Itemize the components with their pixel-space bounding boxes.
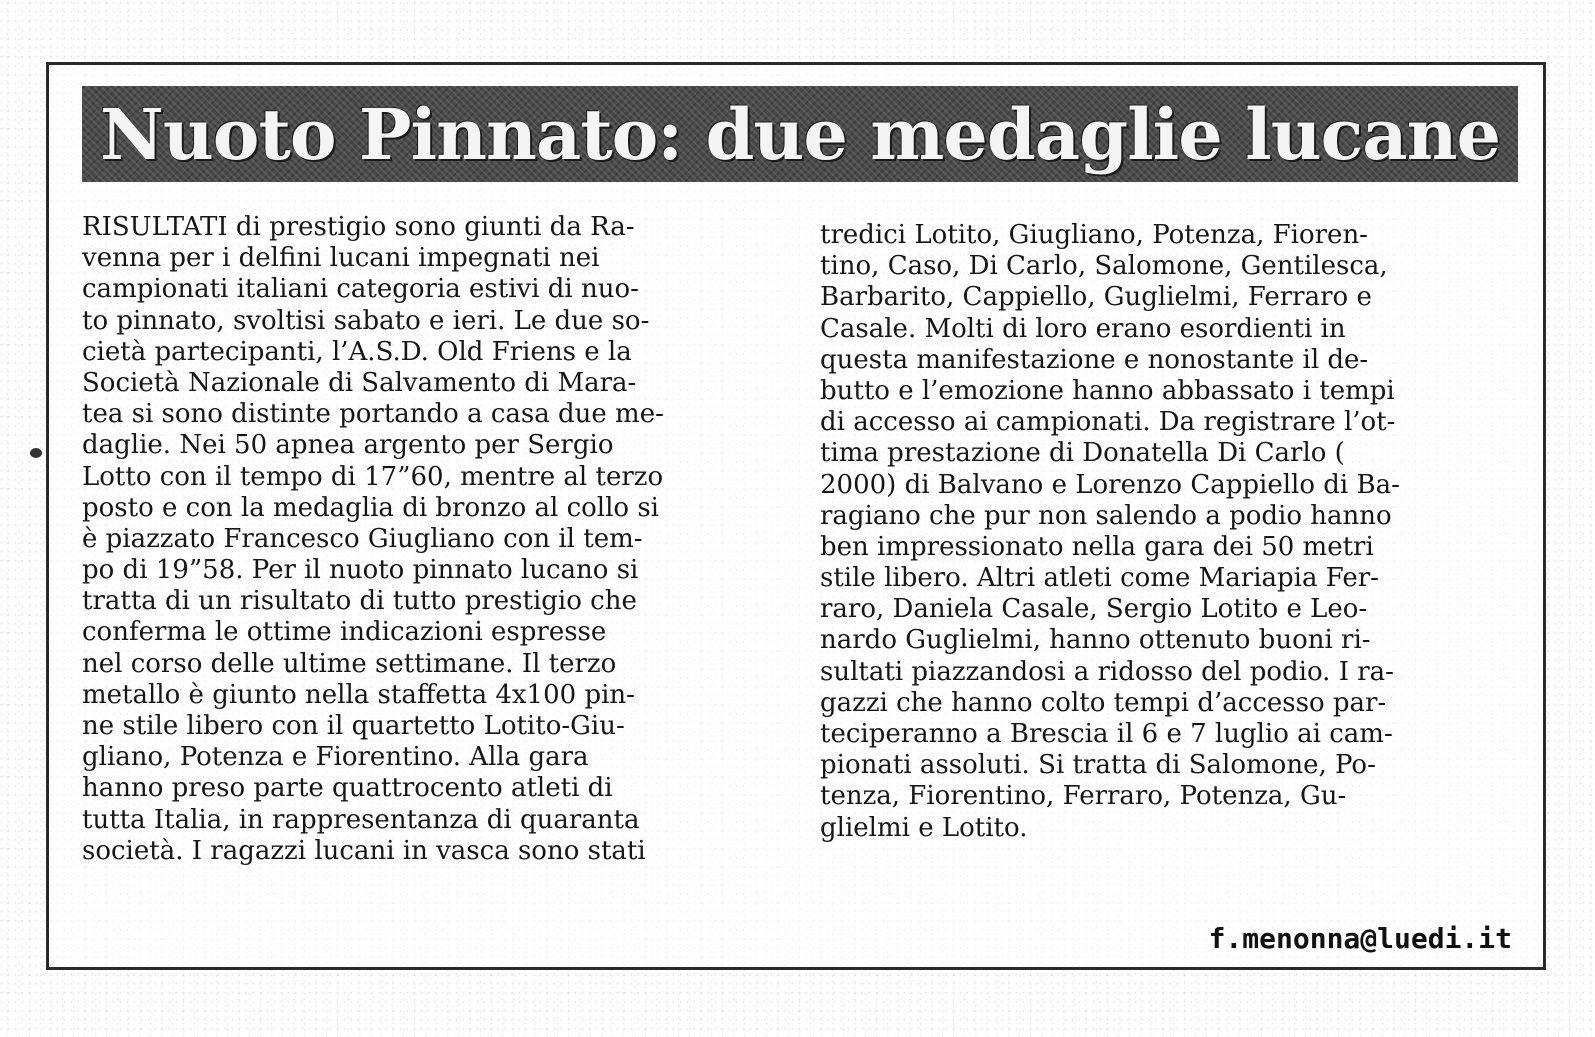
text-line: società. I ragazzi lucani in vasca sono stati xyxy=(82,835,646,866)
text-line: pionati assoluti. Si tratta di Salomone, Po- xyxy=(820,750,1376,781)
text-line: tutta Italia, in rappresentanza di quaranta xyxy=(82,804,640,835)
article-column-left xyxy=(82,212,782,867)
text-line: sultati piazzandosi a ridosso del podio. I ra- xyxy=(820,656,1394,687)
text-line: di accesso ai campionati. Da registrare l’ot- xyxy=(820,407,1396,438)
text-line: gazzi che hanno colto tempi d’accesso par- xyxy=(820,687,1387,718)
text-line: nardo Guglielmi, hanno ottenuto buoni ri- xyxy=(820,625,1371,656)
text-line: ne stile libero con il quartetto Lotito-Giu- xyxy=(82,711,625,741)
text-line: po di 19”58. Per il nuoto pinnato lucano si xyxy=(82,555,639,586)
text-line: RISULTATI di prestigio sono giunti da Ra- xyxy=(82,212,635,242)
text-line: daglie. Nei 50 apnea argento per Sergio xyxy=(82,430,614,461)
text-line: posto e con la medaglia di bronzo al collo si xyxy=(82,492,660,523)
text-line: tima prestazione di Donatella Di Carlo ( xyxy=(820,438,1345,469)
text-line: campionati italiani categoria estivi di nuo- xyxy=(82,274,639,305)
text-line: tenza, Fiorentino, Ferraro, Potenza, Gu- xyxy=(820,781,1347,812)
text-line: Società Nazionale di Salvamento di Mara- xyxy=(82,367,637,398)
text-line: hanno preso parte quattrocento atleti di xyxy=(82,773,613,804)
text-line: è piazzato Francesco Giugliano con il tem- xyxy=(82,523,643,554)
text-line: metallo è giunto nella staffetta 4x100 pin- xyxy=(82,679,635,710)
author-email: f.menonna@luedi.it xyxy=(1208,922,1512,955)
text-line: to pinnato, svoltisi sabato e ieri. Le due so- xyxy=(82,305,650,336)
headline-banner xyxy=(82,86,1518,182)
text-line: Barbarito, Cappiello, Guglielmi, Ferraro e xyxy=(820,282,1372,313)
text-line: tredici Lotito, Giugliano, Potenza, Fioren- xyxy=(820,220,1368,250)
text-line: glielmi e Lotito. xyxy=(820,812,1028,843)
text-line: tino, Caso, Di Carlo, Salomone, Gentilesca, xyxy=(820,251,1388,282)
text-line: ben impressionato nella gara dei 50 metri xyxy=(820,531,1374,562)
ink-smudge xyxy=(30,448,42,458)
text-line: cietà partecipanti, l’A.S.D. Old Friens e la xyxy=(82,336,632,367)
text-line: Lotto con il tempo di 17”60, mentre al terzo xyxy=(82,461,664,492)
text-line: stile libero. Altri atleti come Mariapia Fer- xyxy=(820,563,1379,594)
headline: Nuoto Pinnato: due medaglie lucane xyxy=(99,92,1501,176)
text-line: questa manifestazione e nonostante il de- xyxy=(820,344,1369,375)
text-line: teciperanno a Brescia il 6 e 7 luglio ai cam- xyxy=(820,719,1393,749)
text-line: raro, Daniela Casale, Sergio Lotito e Leo- xyxy=(820,594,1368,625)
text-line: butto e l’emozione hanno abbassato i tempi xyxy=(820,375,1395,406)
text-line: venna per i delfini lucani impegnati nei xyxy=(82,243,600,274)
text-line: ragiano che pur non salendo a podio hanno xyxy=(820,500,1392,531)
text-line: 2000) di Balvano e Lorenzo Cappiello di Ba- xyxy=(820,469,1400,500)
text-line: nel corso delle ultime settimane. Il terzo xyxy=(82,648,617,679)
text-line: conferma le ottime indicazioni espresse xyxy=(82,617,607,648)
text-line: tea si sono distinte portando a casa due me- xyxy=(82,399,664,430)
text-line: tratta di un risultato di tutto prestigio che xyxy=(82,586,637,617)
article-column-right xyxy=(820,220,1520,844)
text-line: Casale. Molti di loro erano esordienti in xyxy=(820,313,1346,344)
text-line: gliano, Potenza e Fiorentino. Alla gara xyxy=(82,742,589,773)
